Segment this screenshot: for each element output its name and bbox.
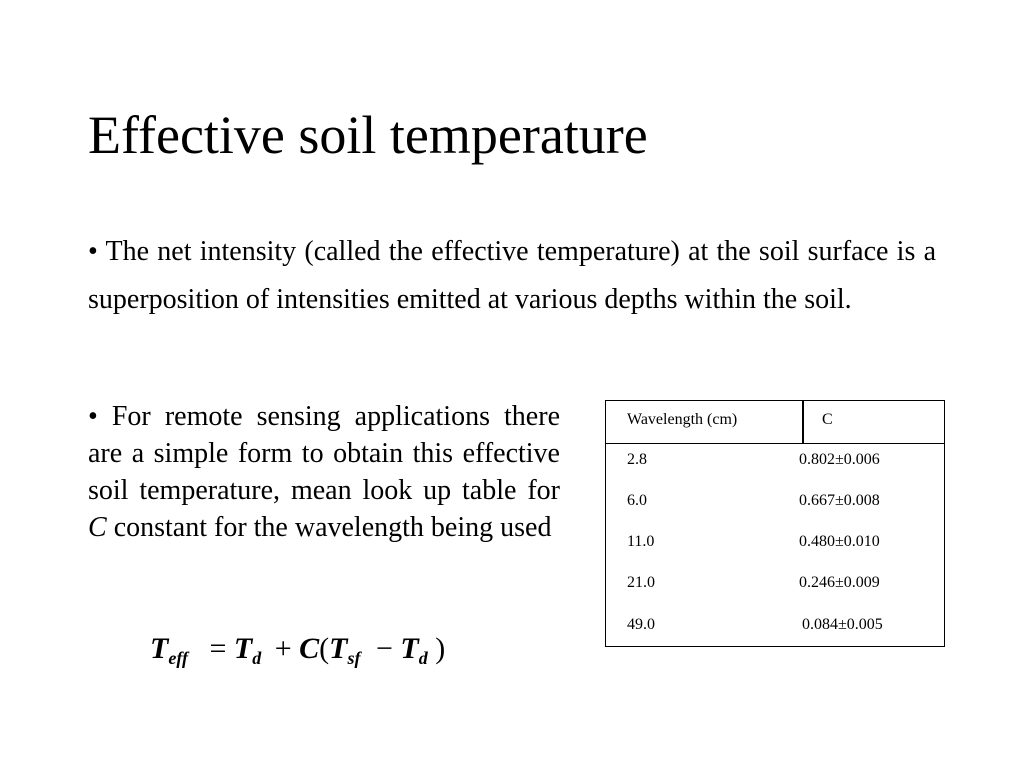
cell-c: 0.246±0.009: [799, 574, 880, 591]
formula-sub-d-2: d: [418, 648, 428, 668]
formula-sub-eff: eff: [168, 648, 188, 668]
table-header-row: [606, 401, 944, 444]
cell-c: 0.084±0.005: [802, 616, 883, 633]
constant-c-italic: C: [88, 512, 107, 543]
cell-wavelength: 2.8: [627, 451, 647, 468]
formula-c: C: [299, 632, 320, 665]
bullet-remote-sensing-text-2: constant for the wavelength being used: [106, 512, 552, 543]
cell-wavelength: 6.0: [627, 492, 647, 509]
table-row: [606, 533, 944, 573]
cell-wavelength: 11.0: [627, 533, 655, 550]
cell-wavelength: 49.0: [627, 616, 655, 633]
table-row: [606, 616, 944, 656]
cell-c: 0.480±0.010: [799, 533, 880, 550]
formula-t-d: T: [233, 632, 253, 665]
slide-title: Effective soil temperature: [88, 105, 648, 165]
header-divider: [802, 401, 804, 443]
header-c: C: [822, 411, 833, 428]
formula-lparen: (: [319, 632, 330, 665]
formula-t-eff: T: [150, 632, 169, 665]
formula-sub-d: d: [252, 648, 262, 668]
formula-sub-sf: sf: [347, 648, 361, 668]
header-wavelength: Wavelength (cm): [627, 411, 738, 428]
formula-minus: −: [376, 632, 393, 665]
formula-plus: +: [274, 632, 292, 665]
table-row: [606, 451, 944, 491]
bullet-effective-temperature: • The net intensity (called the effective temperature) at the soil surface is a superposition of intensities emitted at various depths within the soil.: [88, 236, 936, 315]
cell-wavelength: 21.0: [627, 574, 655, 591]
cell-c: 0.667±0.008: [799, 492, 880, 509]
table-row: [606, 492, 944, 532]
lookup-table: [605, 400, 945, 647]
formula-equals: =: [209, 632, 227, 665]
effective-temperature-formula: [150, 632, 445, 672]
cell-c: 0.802±0.006: [799, 451, 880, 468]
bullet-remote-sensing-text-1: • For remote sensing applications there are a simple form to obtain this effective soil temperature, mean look up table for: [88, 401, 560, 506]
formula-t-sf: T: [329, 632, 348, 665]
formula-rparen: ): [435, 632, 446, 665]
formula-t-d-2: T: [400, 632, 419, 665]
bullet-remote-sensing: [88, 398, 560, 546]
table-row: [606, 574, 944, 614]
